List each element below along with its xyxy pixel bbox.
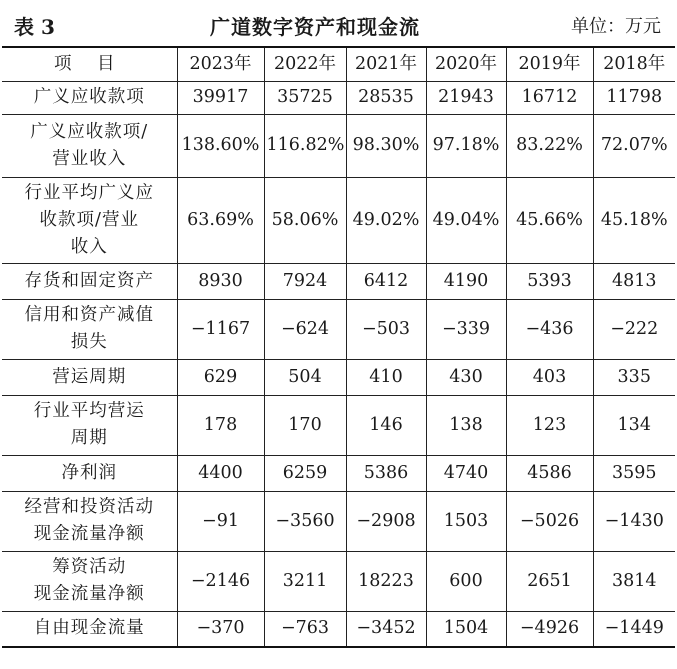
- table-cell: 39917: [177, 81, 264, 114]
- table-cell: −1167: [177, 299, 264, 359]
- table-cell: −1430: [593, 491, 675, 551]
- table-cell: 3211: [264, 551, 346, 611]
- table-cell: 8930: [177, 263, 264, 299]
- row-label-line: 营运周期: [52, 366, 127, 387]
- row-label: [2, 263, 177, 299]
- row-label: [2, 81, 177, 114]
- table-cell: 403: [506, 359, 593, 395]
- table-cell: −5026: [506, 491, 593, 551]
- table-cell: 335: [593, 359, 675, 395]
- table-row: [2, 551, 675, 611]
- table-cell: −339: [426, 299, 506, 359]
- table-cell: 63.69%: [177, 177, 264, 263]
- table-cell: −4926: [506, 611, 593, 647]
- table-cell: 4740: [426, 455, 506, 491]
- table-cell: 72.07%: [593, 114, 675, 177]
- table-row: [2, 177, 675, 263]
- table-row: [2, 455, 675, 491]
- table-cell: 45.18%: [593, 177, 675, 263]
- table-cell: −370: [177, 611, 264, 647]
- table-cell: 4400: [177, 455, 264, 491]
- table-cell: 4813: [593, 263, 675, 299]
- table-cell: 504: [264, 359, 346, 395]
- table-cell: −624: [264, 299, 346, 359]
- row-label: [2, 551, 177, 611]
- header-year: 2019年: [506, 47, 593, 81]
- row-label: [2, 455, 177, 491]
- header-year: 2020年: [426, 47, 506, 81]
- table-caption: [0, 0, 677, 46]
- table-row: [2, 491, 675, 551]
- header-year: 2021年: [346, 47, 426, 81]
- table-cell: −436: [506, 299, 593, 359]
- table-cell: 3595: [593, 455, 675, 491]
- row-label: [2, 299, 177, 359]
- table-cell: −91: [177, 491, 264, 551]
- row-label-line: 损失: [70, 332, 108, 352]
- table-cell: 1504: [426, 611, 506, 647]
- header-year: 2023年: [177, 47, 264, 81]
- table-cell: 410: [346, 359, 426, 395]
- row-label: [2, 611, 177, 647]
- row-label-line: 现金流量净额: [33, 584, 145, 604]
- table-cell: −3560: [264, 491, 346, 551]
- table-cell: 97.18%: [426, 114, 506, 177]
- row-label: [2, 359, 177, 395]
- row-label-line: 收入: [70, 236, 108, 257]
- table-cell: 16712: [506, 81, 593, 114]
- financial-table: [2, 46, 675, 648]
- row-label: [2, 177, 177, 263]
- table-cell: 21943: [426, 81, 506, 114]
- header-year: 2022年: [264, 47, 346, 81]
- table-cell: 2651: [506, 551, 593, 611]
- table-cell: −3452: [346, 611, 426, 647]
- row-label: [2, 114, 177, 177]
- table-cell: 6259: [264, 455, 346, 491]
- header-row: [2, 47, 675, 81]
- table-row: [2, 611, 675, 647]
- table-cell: 4586: [506, 455, 593, 491]
- table-cell: 1503: [426, 491, 506, 551]
- table-title: 广道数字资产和现金流: [210, 15, 420, 39]
- row-label-line: 收款项/营业: [39, 209, 139, 230]
- header-year: 2018年: [593, 47, 675, 81]
- table-cell: 178: [177, 395, 264, 455]
- table-row: [2, 299, 675, 359]
- table-cell: 49.04%: [426, 177, 506, 263]
- table-cell: −2908: [346, 491, 426, 551]
- unit-label: 单位：万元: [571, 16, 661, 37]
- row-label: [2, 491, 177, 551]
- table-cell: −2146: [177, 551, 264, 611]
- table-cell: 98.30%: [346, 114, 426, 177]
- row-label-line: 存货和固定资产: [24, 270, 154, 291]
- table-cell: −1449: [593, 611, 675, 647]
- table-cell: −503: [346, 299, 426, 359]
- table-cell: 629: [177, 359, 264, 395]
- table-cell: 58.06%: [264, 177, 346, 263]
- table-cell: 28535: [346, 81, 426, 114]
- table-row: [2, 359, 675, 395]
- table-row: [2, 114, 675, 177]
- table-cell: 18223: [346, 551, 426, 611]
- table-cell: 430: [426, 359, 506, 395]
- row-label-line: 广义应收款项/: [30, 121, 149, 142]
- row-label-line: 行业平均广义应: [24, 182, 154, 203]
- row-label-line: 营业收入: [52, 148, 127, 169]
- table-cell: −763: [264, 611, 346, 647]
- table-cell: 4190: [426, 263, 506, 299]
- row-label-line: 经营和投资活动: [24, 497, 154, 517]
- table-cell: 83.22%: [506, 114, 593, 177]
- row-label-line: 周期: [70, 428, 108, 448]
- table-cell: 116.82%: [264, 114, 346, 177]
- header-item-label: 项 目: [2, 47, 177, 81]
- table-cell: 6412: [346, 263, 426, 299]
- table-cell: 3814: [593, 551, 675, 611]
- table-cell: 134: [593, 395, 675, 455]
- table-cell: 7924: [264, 263, 346, 299]
- table-row: [2, 395, 675, 455]
- row-label-line: 现金流量净额: [33, 524, 145, 544]
- row-label: [2, 395, 177, 455]
- row-label-line: 信用和资产减值: [24, 305, 154, 325]
- table-cell: 146: [346, 395, 426, 455]
- table-cell: 123: [506, 395, 593, 455]
- row-label-line: 净利润: [61, 462, 117, 483]
- table-row: [2, 263, 675, 299]
- table-cell: 5386: [346, 455, 426, 491]
- table-cell: 138.60%: [177, 114, 264, 177]
- table-cell: 138: [426, 395, 506, 455]
- table-cell: 45.66%: [506, 177, 593, 263]
- table-number: 表 3: [14, 15, 55, 39]
- table-cell: −222: [593, 299, 675, 359]
- table-cell: 11798: [593, 81, 675, 114]
- table-row: [2, 81, 675, 114]
- row-label-line: 行业平均营运: [33, 401, 145, 421]
- table-cell: 35725: [264, 81, 346, 114]
- table-cell: 170: [264, 395, 346, 455]
- table-cell: 49.02%: [346, 177, 426, 263]
- table-cell: 600: [426, 551, 506, 611]
- row-label-line: 筹资活动: [52, 557, 127, 577]
- row-label-line: 广义应收款项: [33, 87, 145, 107]
- table-cell: 5393: [506, 263, 593, 299]
- row-label-line: 自由现金流量: [33, 618, 145, 639]
